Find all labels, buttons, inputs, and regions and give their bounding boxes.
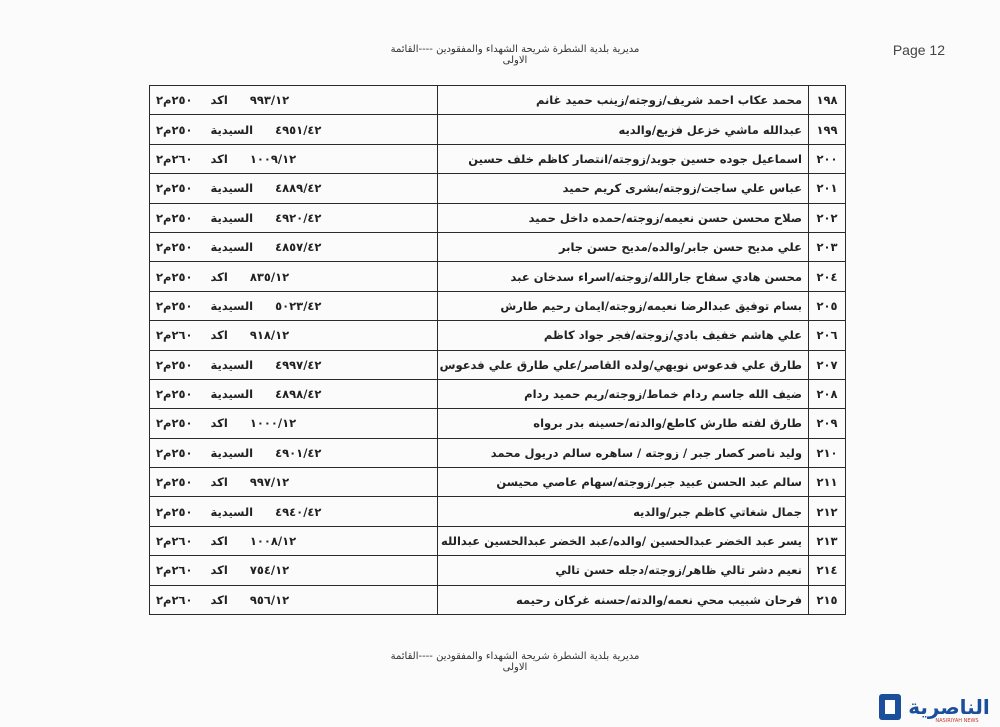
plot-reference: ٤٨٩٨/٤٢: [275, 387, 322, 402]
plot-reference: ٩٥٦/١٢: [249, 592, 290, 607]
plot-location: السيدية: [210, 181, 254, 196]
table-row: [150, 321, 846, 350]
table-row: [150, 468, 846, 497]
beneficiary-name: طارق علي فدعوس نويهي/ولده القاصر/علي طارق علي فدعوس: [438, 350, 809, 379]
plot-reference: ٨٣٥/١٢: [249, 269, 290, 284]
plot-reference: ٤٩٠١/٤٢: [275, 445, 322, 460]
plot-info: [150, 86, 438, 115]
plot-info: [150, 468, 438, 497]
plot-info: [150, 497, 438, 526]
beneficiary-name: محسن هادي سفاح جارالله/زوجته/اسراء سدخان عبد: [438, 262, 809, 291]
plot-reference: ١٠٠٠/١٢: [249, 416, 297, 431]
table-row: [150, 262, 846, 291]
row-number: ٢٠٠: [809, 144, 846, 173]
plot-area: ٢٥٠م٢: [156, 93, 193, 108]
row-number: ١٩٩: [809, 115, 846, 144]
plot-location: اكد: [210, 328, 228, 343]
table-row: [150, 379, 846, 408]
table-row: [150, 409, 846, 438]
plot-location: السيدية: [210, 240, 254, 255]
plot-reference: ٤٨٨٩/٤٢: [275, 181, 322, 196]
plot-info: [150, 438, 438, 467]
row-number: ٢٠٢: [809, 203, 846, 232]
plot-info: [150, 232, 438, 261]
plot-area: ٢٥٠م٢: [156, 357, 193, 372]
plot-reference: ٤٩٤٠/٤٢: [275, 504, 322, 519]
table-row: [150, 144, 846, 173]
beneficiary-name: عباس علي ساجت/زوجته/بشرى كريم حميد: [438, 174, 809, 203]
plot-info: [150, 291, 438, 320]
beneficiary-name: يسر عبد الخضر عبدالحسين /والده/عبد الخضر عبدالحسين عبدالله: [438, 526, 809, 555]
plot-info: [150, 321, 438, 350]
page-number: Page 12: [892, 42, 945, 58]
plot-info: [150, 379, 438, 408]
plot-location: اكد: [210, 592, 228, 607]
beneficiaries-table: [149, 85, 846, 615]
plot-area: ٢٥٠م٢: [156, 240, 193, 255]
plot-reference: ١٠٠٩/١٢: [249, 151, 297, 166]
plot-area: ٢٦٠م٢: [156, 534, 193, 549]
plot-location: السيدية: [210, 122, 254, 137]
table-row: [150, 526, 846, 555]
beneficiary-name: عبدالله ماشي خزعل فزيع/والديه: [438, 115, 809, 144]
table-row: [150, 438, 846, 467]
plot-area: ٢٦٠م٢: [156, 151, 193, 166]
row-number: ٢٠٨: [809, 379, 846, 408]
beneficiary-name: محمد عكاب احمد شريف/زوجته/زينب حميد غانم: [438, 86, 809, 115]
table-row: [150, 585, 846, 614]
plot-location: السيدية: [210, 210, 254, 225]
plot-location: اكد: [210, 563, 228, 578]
beneficiary-name: سالم عبد الحسن عبيد جبر/زوجته/سهام عاصي محيسن: [438, 468, 809, 497]
plot-info: [150, 174, 438, 203]
plot-reference: ٤٨٥٧/٤٢: [275, 240, 322, 255]
row-number: ٢١٢: [809, 497, 846, 526]
plot-info: [150, 556, 438, 585]
plot-reference: ٩٩٣/١٢: [249, 93, 290, 108]
table-row: [150, 174, 846, 203]
row-number: ٢١١: [809, 468, 846, 497]
plot-reference: ١٠٠٨/١٢: [249, 534, 297, 549]
row-number: ٢٠١: [809, 174, 846, 203]
beneficiary-name: علي هاشم خفيف بادي/زوجته/فجر جواد كاظم: [438, 321, 809, 350]
table-row: [150, 497, 846, 526]
plot-area: ٢٥٠م٢: [156, 416, 193, 431]
plot-location: اكد: [210, 534, 228, 549]
plot-reference: ٧٥٤/١٢: [249, 563, 290, 578]
beneficiary-name: جمال شغاتي كاظم جبر/والديه: [438, 497, 809, 526]
beneficiary-name: علي مديح حسن جابر/والده/مديح حسن جابر: [438, 232, 809, 261]
plot-area: ٢٥٠م٢: [156, 387, 193, 402]
table-row: [150, 115, 846, 144]
row-number: ٢١٥: [809, 585, 846, 614]
beneficiary-name: بسام توفيق عبدالرضا نعيمه/زوجته/ايمان رحيم طارش: [438, 291, 809, 320]
plot-area: ٢٥٠م٢: [156, 504, 193, 519]
plot-area: ٢٥٠م٢: [156, 269, 193, 284]
plot-reference: ٤٩٢٠/٤٢: [275, 210, 322, 225]
plot-location: اكد: [210, 93, 228, 108]
plot-area: ٢٥٠م٢: [156, 445, 193, 460]
beneficiary-name: فرحان شبيب محي نعمه/والدته/حسنه غركان رحيمه: [438, 585, 809, 614]
plot-info: [150, 115, 438, 144]
plot-location: اكد: [210, 475, 228, 490]
plot-info: [150, 409, 438, 438]
row-number: ١٩٨: [809, 86, 846, 115]
plot-area: ٢٥٠م٢: [156, 475, 193, 490]
header-title: مديرية بلدية الشطرة شريحة الشهداء والمفقودين ----القائمة الاولى: [390, 44, 640, 66]
plot-location: السيدية: [210, 298, 254, 313]
plot-info: [150, 203, 438, 232]
beneficiary-name: وليد ناصر كصار جبر / زوجته / ساهره سالم دريول محمد: [438, 438, 809, 467]
row-number: ٢٠٤: [809, 262, 846, 291]
plot-location: السيدية: [210, 445, 254, 460]
plot-location: اكد: [210, 151, 228, 166]
plot-reference: ٥٠٢٣/٤٢: [275, 298, 322, 313]
beneficiary-name: نعيم دشر تالي ظاهر/زوجته/دجله حسن تالي: [438, 556, 809, 585]
plot-info: [150, 526, 438, 555]
plot-location: السيدية: [210, 504, 254, 519]
plot-area: ٢٦٠م٢: [156, 563, 193, 578]
logo-subtext: NASIRIYAH NEWS: [935, 718, 979, 724]
beneficiary-name: صلاح محسن حسن نعيمه/زوجته/حمده داخل حميد: [438, 203, 809, 232]
row-number: ٢٠٩: [809, 409, 846, 438]
table-row: [150, 291, 846, 320]
plot-reference: ٤٩٩٧/٤٢: [275, 357, 322, 372]
beneficiary-name: اسماعيل جوده حسين جويد/زوجته/انتصار كاظم خلف حسين: [438, 144, 809, 173]
row-number: ٢١٤: [809, 556, 846, 585]
plot-location: السيدية: [210, 387, 254, 402]
beneficiary-name: ضيف الله جاسم ردام خماط/زوجته/ريم حميد ردام: [438, 379, 809, 408]
beneficiary-name: طارق لفته طارش كاطع/والدته/حسينه بدر برواه: [438, 409, 809, 438]
plot-info: [150, 350, 438, 379]
table-row: [150, 350, 846, 379]
plot-info: [150, 262, 438, 291]
plot-reference: ٩١٨/١٢: [249, 328, 290, 343]
row-number: ٢١٠: [809, 438, 846, 467]
plot-area: ٢٦٠م٢: [156, 328, 193, 343]
logo-text: الناصرية: [908, 695, 990, 719]
table-row: [150, 86, 846, 115]
row-number: ٢٠٦: [809, 321, 846, 350]
table-row: [150, 556, 846, 585]
plot-info: [150, 585, 438, 614]
table-row: [150, 232, 846, 261]
footer-title: مديرية بلدية الشطرة شريحة الشهداء والمفقودين ----القائمة الاولى: [390, 651, 640, 673]
plot-area: ٢٥٠م٢: [156, 181, 193, 196]
plot-location: السيدية: [210, 357, 254, 372]
plot-location: اكد: [210, 416, 228, 431]
row-number: ٢٠٣: [809, 232, 846, 261]
plot-area: ٢٦٠م٢: [156, 592, 193, 607]
plot-area: ٢٥٠م٢: [156, 122, 193, 137]
plot-location: اكد: [210, 269, 228, 284]
table-row: [150, 203, 846, 232]
plot-reference: ٤٩٥١/٤٢: [275, 122, 322, 137]
row-number: ٢٠٧: [809, 350, 846, 379]
row-number: ٢٠٥: [809, 291, 846, 320]
nasiriyah-news-logo: [877, 690, 995, 724]
plot-reference: ٩٩٧/١٢: [249, 475, 290, 490]
row-number: ٢١٣: [809, 526, 846, 555]
plot-area: ٢٥٠م٢: [156, 210, 193, 225]
plot-area: ٢٥٠م٢: [156, 298, 193, 313]
plot-info: [150, 144, 438, 173]
